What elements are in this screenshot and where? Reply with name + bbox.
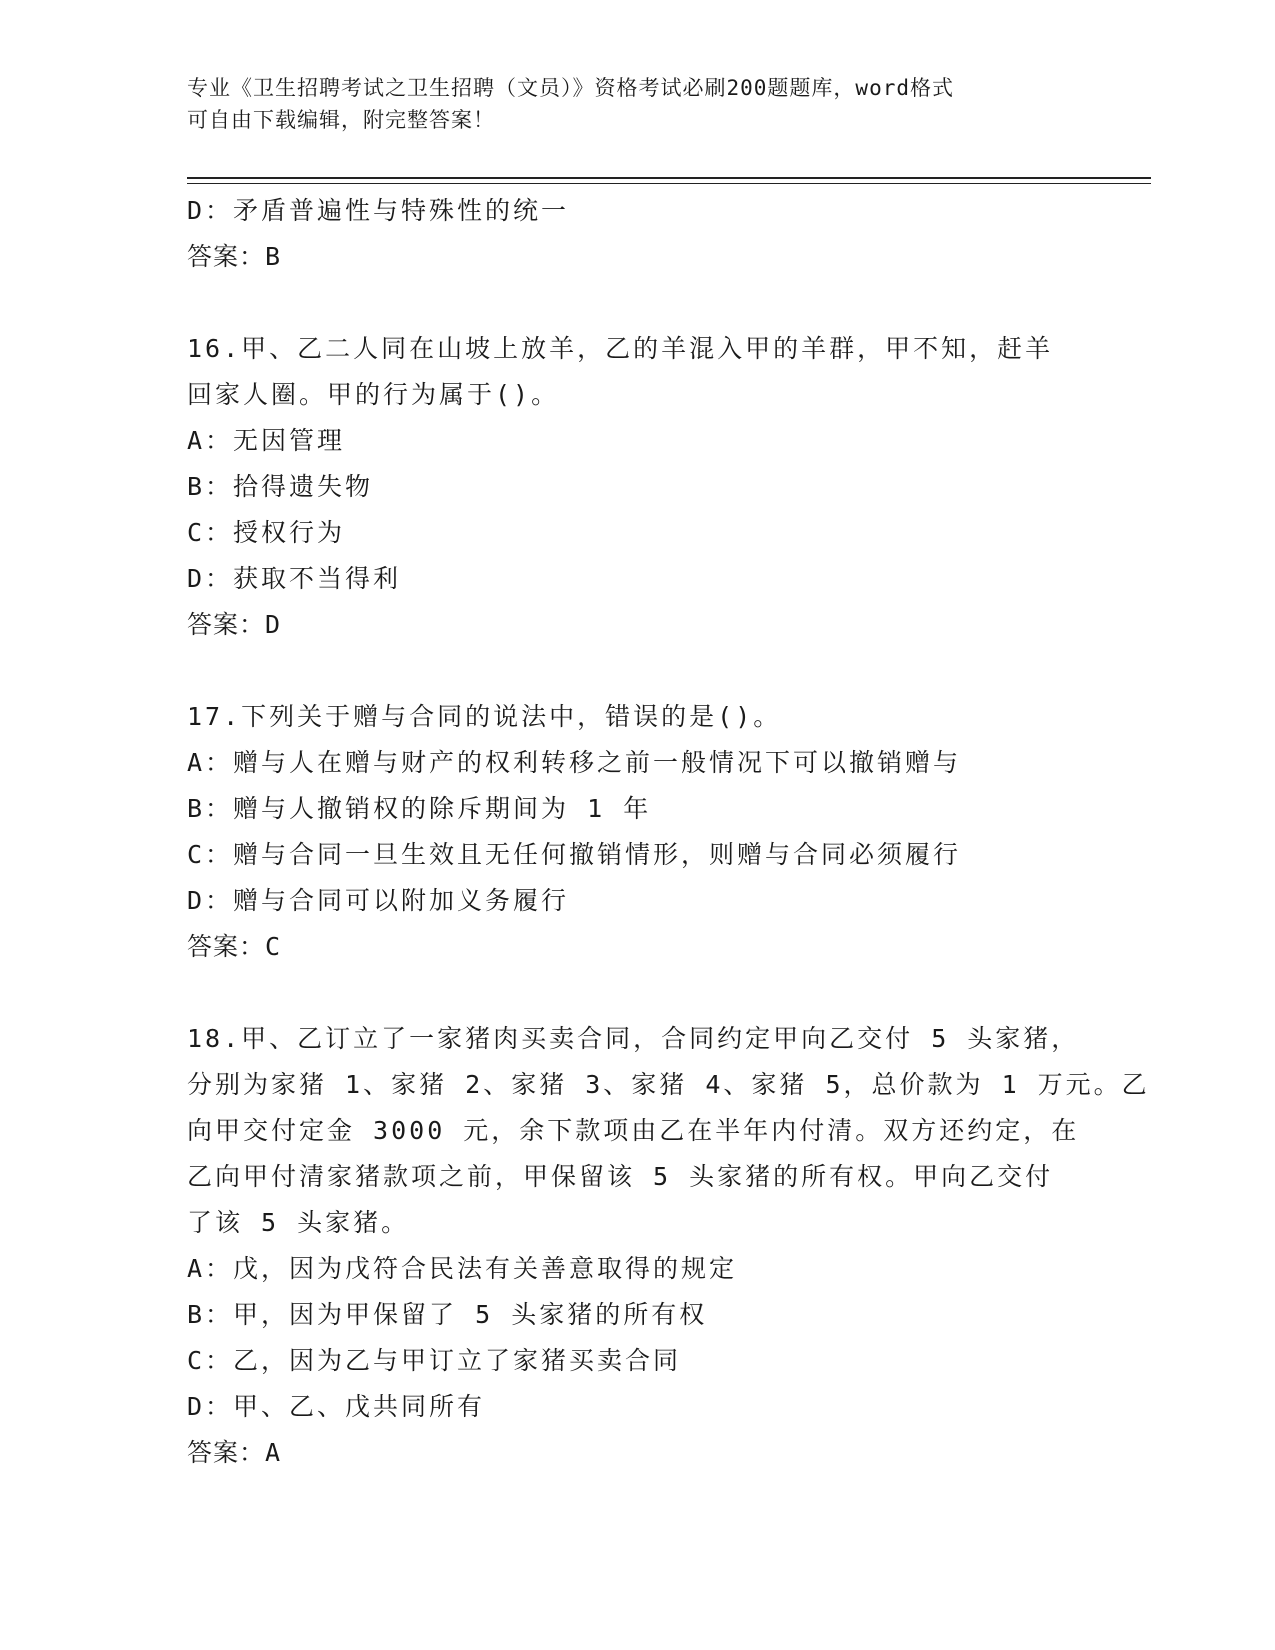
- question-15: [187, 188, 1087, 280]
- document-header: [187, 72, 1067, 136]
- spacer: [187, 970, 1087, 1016]
- option-c: C：授权行为: [187, 518, 346, 547]
- option-a: A：戊，因为戊符合民法有关善意取得的规定: [187, 1254, 738, 1283]
- option-b: B：甲，因为甲保留了 5 头家猪的所有权: [187, 1300, 708, 1329]
- option-d: D：矛盾普遍性与特殊性的统一: [187, 196, 570, 225]
- question-stem: 17.下列关于赠与合同的说法中，错误的是()。: [187, 702, 782, 731]
- option-d: D：赠与合同可以附加义务履行: [187, 886, 570, 915]
- option-c: C：乙，因为乙与甲订立了家猪买卖合同: [187, 1346, 682, 1375]
- question-18: [187, 1016, 1150, 1476]
- question-stem: 乙向甲付清家猪款项之前，甲保留该 5 头家猪的所有权。甲向乙交付: [187, 1162, 1054, 1191]
- spacer: [187, 280, 1087, 326]
- option-b: B：赠与人撤销权的除斥期间为 1 年: [187, 794, 652, 823]
- question-17: [187, 694, 1087, 970]
- header-line-2: 可自由下载编辑，附完整答案！: [187, 108, 495, 132]
- answer: 答案：D: [187, 610, 282, 639]
- option-d: D：甲、乙、戊共同所有: [187, 1392, 486, 1421]
- header-line-1: 专业《卫生招聘考试之卫生招聘（文员）》资格考试必刷200题题库，word格式: [187, 76, 954, 100]
- question-stem: 了该 5 头家猪。: [187, 1208, 410, 1237]
- question-list: [187, 188, 1150, 1476]
- question-stem: 分别为家猪 1、家猪 2、家猪 3、家猪 4、家猪 5，总价款为 1 万元。乙: [187, 1070, 1150, 1099]
- spacer: [187, 648, 1087, 694]
- answer: 答案：B: [187, 242, 282, 271]
- option-b: B：拾得遗失物: [187, 472, 374, 501]
- option-d: D：获取不当得利: [187, 564, 402, 593]
- option-a: A：无因管理: [187, 426, 346, 455]
- answer: 答案：A: [187, 1438, 282, 1467]
- answer: 答案：C: [187, 932, 282, 961]
- question-stem: 18.甲、乙订立了一家猪肉买卖合同，合同约定甲向乙交付 5 头家猪，: [187, 1024, 1080, 1053]
- question-stem: 16.甲、乙二人同在山坡上放羊，乙的羊混入甲的羊群，甲不知，赶羊: [187, 334, 1054, 363]
- option-c: C：赠与合同一旦生效且无任何撤销情形，则赠与合同必须履行: [187, 840, 962, 869]
- option-a: A：赠与人在赠与财产的权利转移之前一般情况下可以撤销赠与: [187, 748, 962, 777]
- header-divider-thin: [187, 183, 1151, 184]
- header-divider-thick: [187, 177, 1151, 179]
- question-16: [187, 326, 1087, 648]
- question-stem: 向甲交付定金 3000 元，余下款项由乙在半年内付清。双方还约定，在: [187, 1116, 1080, 1145]
- question-stem: 回家人圈。甲的行为属于()。: [187, 380, 560, 409]
